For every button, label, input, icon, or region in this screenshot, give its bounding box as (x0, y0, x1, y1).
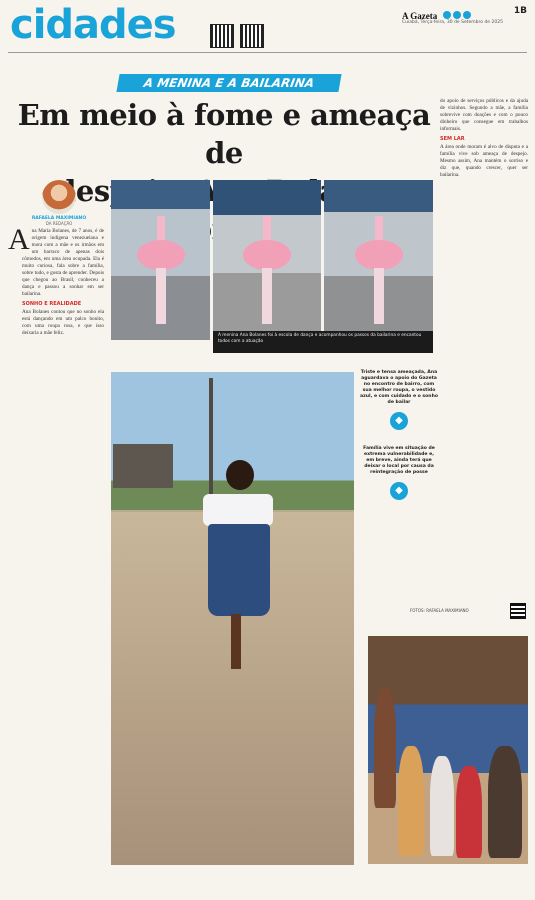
masthead-divider (8, 52, 527, 53)
brand-logo: A Gazeta (402, 11, 438, 21)
dancer-legs (156, 268, 166, 324)
girl-dancing-photo (111, 372, 354, 865)
side-captions (360, 370, 438, 516)
column-right-subhead: SEM LAR (440, 136, 465, 142)
dancer-tutu (355, 240, 403, 270)
dancer-legs (262, 268, 272, 324)
photo-credit-text: FOTOS: RAFAELA MAXIMIANO (410, 608, 469, 613)
column-1-body: na Maria Bolanes, de 7 anos, é de origem indígena venezuelana e mora com a mãe e os irmãos em um barraco de apenas dois cômodos, em uma área ocupada. Ela é muito curiosa, fala sobre a família, sobre tudo, e gosta de aprender. Depois que chegou ao Brasil, conheceu a dança e passou a sonhar em ser bailarina. (22, 228, 104, 297)
dateline: Cuiabá, Terça-feira, 30 de Setembro de 2025 (402, 20, 503, 25)
brand-dots-icon (443, 11, 471, 19)
family-member (488, 746, 522, 858)
headline-line-1: Em meio à fome e ameaça de (17, 98, 431, 170)
girl-blue-skirt (208, 524, 270, 616)
column-1-subhead: SONHO E REALIDADE (22, 301, 82, 307)
gazeta-circle-icon: ◆ (390, 482, 408, 500)
author-avatar (42, 180, 76, 214)
column-right-body: do apoio de serviços públicos e da ajuda de vizinhos. Segundo a mãe, a família sobrevive com doações e com o pouco dinheiro que consegue em trabalhos informais. (440, 98, 528, 132)
family-member (398, 746, 424, 856)
photo-credit (360, 603, 530, 623)
dancer-tutu (243, 240, 291, 270)
column-right-body-2: A área onde moram é alvo de disputa e a família vive sob ameaça de despejo. Mesmo assim, Ana mantém o sorriso e diz que, quando crescer, quer ser bailarina. (440, 144, 528, 178)
girl-white-top (203, 494, 273, 526)
utility-pole (209, 378, 213, 498)
family-member (374, 688, 396, 808)
article-column-right (440, 98, 528, 598)
family-member (456, 766, 482, 858)
side-caption-1: Triste e tensa ameaçada, Ana aguardava o apoio do Gazeta no encontro de bairro, com sua melhor roupa, o vestido azul, e com cuidado e o sonho de bailar (360, 370, 438, 405)
author-block (14, 180, 104, 226)
section-title: cidades (10, 2, 176, 48)
article-kicker: A MENINA E A BAILARINA (116, 74, 341, 92)
author-name: RAFAELA MAXIMIANO (31, 216, 87, 221)
column-1-body-2: Ana Bolanes contou que no sonho ela está dançando em um palco bonito, com uma roupa rosa, e que isso deixaria a mãe feliz. (22, 309, 104, 336)
masthead-qr-block (210, 24, 300, 48)
girl-head (226, 460, 254, 490)
qr-code-icon (510, 603, 526, 619)
gazeta-circle-icon: ◆ (390, 412, 408, 430)
family-photo (368, 636, 528, 864)
ballet-photo-1 (111, 180, 210, 340)
drop-cap: A (8, 223, 30, 256)
ballet-photo-3 (324, 180, 433, 340)
dancer-legs (374, 268, 384, 324)
dancer-tutu (137, 240, 185, 270)
photo-caption: A menina Ana Bolanes foi à escola de dança e acompanhou os passos da bailarina e encantou todos com a atuação (213, 331, 433, 353)
shack (113, 444, 173, 488)
masthead-brand-block (402, 6, 527, 42)
author-role: DA REDAÇÃO (45, 221, 73, 226)
page-number: 1B (513, 6, 527, 16)
masthead (0, 0, 535, 60)
girl-leg (231, 614, 241, 669)
qr-code-icon (210, 24, 234, 48)
side-caption-2: Família vive em situação de extrema vulnerabilidade e, em breve, ainda terá que deixar o local por causa da reintegração de posse (363, 446, 435, 475)
ballet-photo-2 (213, 180, 321, 340)
family-member (430, 756, 454, 856)
qr-code-icon (240, 24, 264, 48)
